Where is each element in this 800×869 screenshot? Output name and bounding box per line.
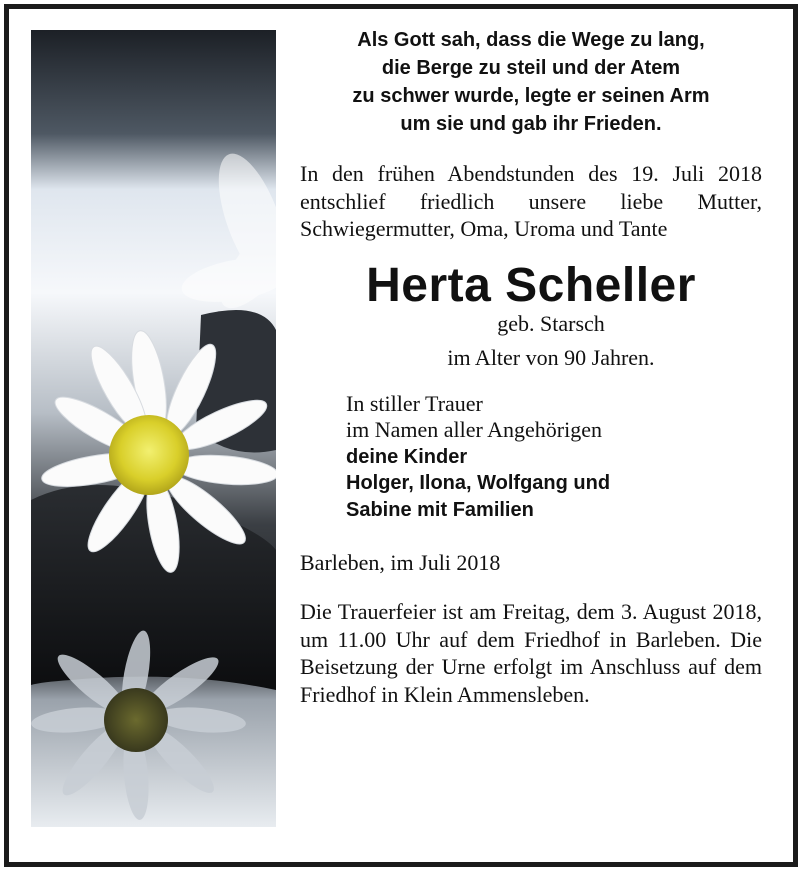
obituary-text [300, 26, 762, 708]
mourners-line: Holger, Ilona, Wolfgang und [346, 472, 611, 494]
deceased-name: Herta Scheller [366, 258, 696, 312]
mourners-line: In stiller Trauer [346, 390, 483, 416]
death-announcement: In den frühen Abendstunden des 19. Juli 2018 entschlief friedlich unsere liebe Mutter, Schwiegermutter, Oma, Uroma und Tante [300, 161, 762, 241]
deceased-age: im Alter von 90 Jahren. [447, 344, 655, 370]
verse-line: Als Gott sah, dass die Wege zu lang, [357, 29, 705, 51]
birth-name: geb. Starsch [497, 310, 605, 336]
mourners-block [300, 391, 762, 524]
daisy-photo [31, 30, 276, 827]
funeral-service-info: Die Trauerfeier ist am Freitag, dem 3. August 2018, um 11.00 Uhr auf dem Friedhof in Barleben. Die Beisetzung der Urne erfolgt im Anschluss auf dem Friedhof in Klein Ammensleben. [300, 599, 762, 707]
verse-line: die Berge zu steil und der Atem [381, 57, 681, 79]
place-date: Barleben, im Juli 2018 [300, 550, 501, 575]
mourners-line: Sabine mit Familien [346, 498, 534, 521]
verse-line: um sie und gab ihr Frieden. [400, 113, 662, 135]
verse-line: zu schwer wurde, legte er seinen Arm [352, 85, 710, 107]
mourners-line: deine Kinder [346, 445, 468, 468]
memorial-verse [300, 26, 762, 138]
mourners-line: im Namen aller Angehörigen [346, 417, 602, 442]
